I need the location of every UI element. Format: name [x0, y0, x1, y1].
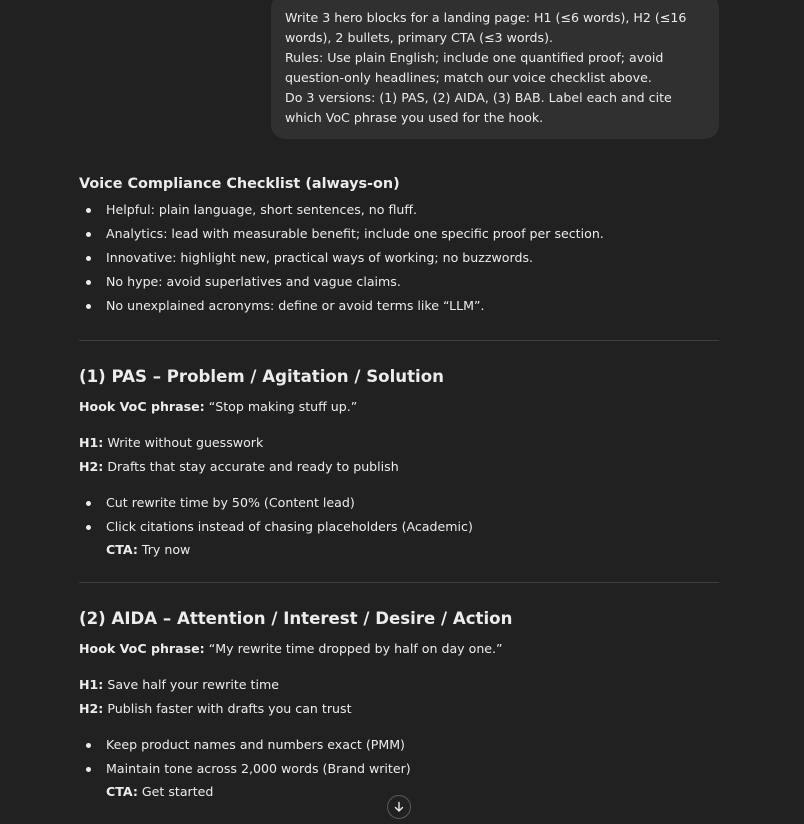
- block-heading: (1) PAS – Problem / Agitation / Solution: [79, 367, 444, 386]
- checklist-item: Helpful: plain language, short sentences, no fluff.: [79, 198, 719, 222]
- cta-label: CTA:: [106, 784, 138, 799]
- user-message-line: Rules: Use plain English; include one quantified proof; avoid question-only headlines; match our voice checklist above.: [285, 50, 664, 85]
- h2-line: [79, 697, 719, 721]
- assistant-response: [79, 172, 719, 803]
- checklist-item: Innovative: highlight new, practical ways of working; no buzzwords.: [79, 246, 719, 270]
- block-bullets: [79, 733, 719, 781]
- hook-label: Hook VoC phrase:: [79, 641, 205, 656]
- cta-text: Get started: [137, 784, 214, 799]
- checklist-title: Voice Compliance Checklist (always-on): [79, 176, 400, 192]
- h2-label: H2:: [79, 459, 104, 474]
- checklist-item: No unexplained acronyms: define or avoid terms like “LLM”.: [79, 294, 719, 318]
- cta-text: Try now: [137, 542, 191, 557]
- checklist-item: No hype: avoid superlatives and vague claims.: [79, 270, 719, 294]
- hero-block-pas: [79, 363, 719, 561]
- scroll-to-bottom-button[interactable]: [387, 795, 411, 819]
- h2-text: Drafts that stay accurate and ready to publish: [103, 459, 399, 474]
- h2-line: [79, 455, 719, 479]
- h1-label: H1:: [79, 677, 104, 692]
- h1-text: Write without guesswork: [103, 435, 264, 450]
- hook-text: “My rewrite time dropped by half on day one.”: [204, 641, 503, 656]
- block-bullet: Maintain tone across 2,000 words (Brand writer): [79, 757, 719, 781]
- cta-line: [79, 539, 719, 561]
- h1-label: H1:: [79, 435, 104, 450]
- h2-text: Publish faster with drafts you can trust: [103, 701, 352, 716]
- user-message-bubble: [271, 0, 719, 139]
- checklist-list: [79, 198, 719, 318]
- h2-label: H2:: [79, 701, 104, 716]
- arrow-down-icon: [393, 801, 405, 813]
- hero-block-aida: [79, 605, 719, 803]
- checklist-item: Analytics: lead with measurable benefit; include one specific proof per section.: [79, 222, 719, 246]
- block-bullets: [79, 491, 719, 539]
- cta-label: CTA:: [106, 542, 138, 557]
- section-divider: [79, 340, 719, 341]
- section-divider: [79, 582, 719, 583]
- hook-label: Hook VoC phrase:: [79, 399, 205, 414]
- hook-line: [79, 637, 719, 661]
- user-message-line: Do 3 versions: (1) PAS, (2) AIDA, (3) BAB. Label each and cite which VoC phrase you used for the hook.: [285, 90, 672, 125]
- h1-text: Save half your rewrite time: [103, 677, 279, 692]
- block-heading: (2) AIDA – Attention / Interest / Desire / Action: [79, 609, 513, 628]
- block-bullet: Click citations instead of chasing placeholders (Academic): [79, 515, 719, 539]
- hook-line: [79, 395, 719, 419]
- user-message-line: Write 3 hero blocks for a landing page: H1 (≤6 words), H2 (≤16 words), 2 bullets, primary CTA (≤3 words).: [285, 10, 687, 45]
- block-bullet: Keep product names and numbers exact (PMM): [79, 733, 719, 757]
- hook-text: “Stop making stuff up.”: [204, 399, 358, 414]
- block-bullet: Cut rewrite time by 50% (Content lead): [79, 491, 719, 515]
- h1-line: [79, 431, 719, 455]
- h1-line: [79, 673, 719, 697]
